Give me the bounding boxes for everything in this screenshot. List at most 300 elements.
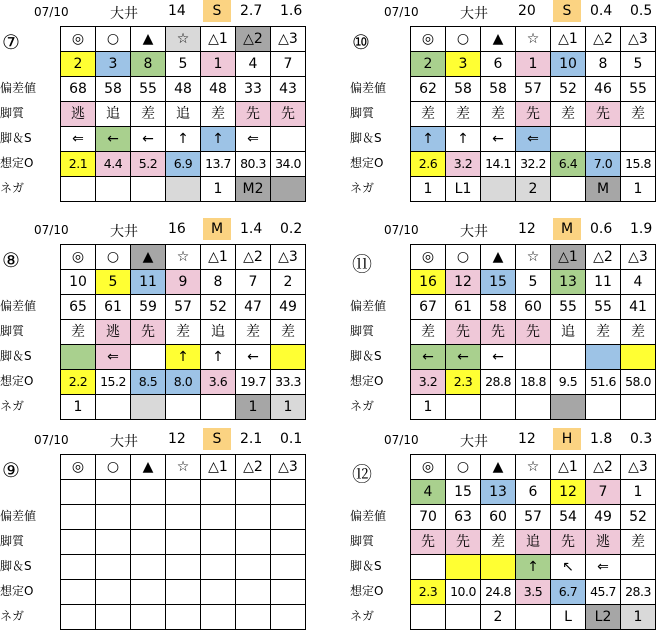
table-cell: 33 xyxy=(236,77,271,102)
race-number: ⑫ xyxy=(352,462,372,486)
race-date: 07/10 xyxy=(384,433,419,447)
running-style-row xyxy=(61,102,306,127)
horse-count: 16 xyxy=(168,221,186,237)
table-cell: 差 xyxy=(271,320,306,345)
mark-cell: △1 xyxy=(201,455,236,480)
table-cell: ← xyxy=(481,345,516,370)
leg-speed-row xyxy=(61,345,306,370)
mark-cell: ☆ xyxy=(516,27,551,52)
prediction-table xyxy=(410,454,656,630)
table-cell: 7 xyxy=(271,52,306,77)
table-cell xyxy=(201,580,236,605)
mark-cell: △1 xyxy=(551,455,586,480)
table-cell: 3 xyxy=(96,52,131,77)
table-cell: 先 xyxy=(516,102,551,127)
table-cell xyxy=(551,345,586,370)
race-number: ⑦ xyxy=(2,30,20,54)
row-label: 脚質 xyxy=(0,534,25,548)
mark-cell: ◎ xyxy=(411,245,446,270)
race-date: 07/10 xyxy=(384,223,419,237)
table-cell: 先 xyxy=(586,102,621,127)
row-label: 脚＆S xyxy=(350,349,382,363)
table-cell xyxy=(96,480,131,505)
leg-speed-row xyxy=(61,555,306,580)
row-label: 想定O xyxy=(350,584,384,598)
table-cell xyxy=(236,555,271,580)
table-cell: 8 xyxy=(586,52,621,77)
table-cell xyxy=(551,127,586,152)
expected-odds-row xyxy=(411,370,656,395)
table-cell: ← xyxy=(96,127,131,152)
table-cell: 先 xyxy=(516,320,551,345)
race-header xyxy=(0,218,318,242)
table-cell: 4 xyxy=(411,480,446,505)
mark-cell: ▲ xyxy=(481,245,516,270)
table-cell: 差 xyxy=(446,102,481,127)
table-cell xyxy=(201,605,236,630)
row-label: 脚質 xyxy=(0,324,25,338)
table-cell: 3.2 xyxy=(446,152,481,177)
mark-cell: △3 xyxy=(621,245,656,270)
table-cell xyxy=(411,605,446,630)
table-cell xyxy=(131,555,166,580)
table-cell: 3.5 xyxy=(516,580,551,605)
table-cell: 差 xyxy=(481,102,516,127)
table-cell: 11 xyxy=(586,270,621,295)
table-cell: ← xyxy=(236,345,271,370)
race-header xyxy=(0,428,318,452)
race-panel xyxy=(350,428,668,636)
table-cell: 62 xyxy=(411,77,446,102)
prediction-table xyxy=(410,244,656,420)
row-label: 脚＆S xyxy=(0,349,32,363)
table-cell xyxy=(586,395,621,420)
table-cell: 先 xyxy=(271,102,306,127)
table-cell: 1 xyxy=(236,395,271,420)
row-label: 脚質 xyxy=(350,106,375,120)
deviation-row xyxy=(411,77,656,102)
table-cell: 70 xyxy=(411,505,446,530)
table-cell: 13.7 xyxy=(201,152,236,177)
horse-count: 20 xyxy=(518,3,536,19)
table-cell: ← xyxy=(446,345,481,370)
expected-odds-row xyxy=(61,152,306,177)
race-venue: 大井 xyxy=(110,434,138,450)
table-cell: 34.0 xyxy=(271,152,306,177)
value-2: 1.9 xyxy=(630,221,653,237)
horse-count: 12 xyxy=(518,221,536,237)
table-cell xyxy=(166,530,201,555)
running-style-row xyxy=(411,530,656,555)
table-cell: L1 xyxy=(446,177,481,202)
table-cell: 55 xyxy=(621,77,656,102)
leg-speed-row xyxy=(411,345,656,370)
table-cell: 1 xyxy=(516,52,551,77)
horse-count: 12 xyxy=(168,431,186,447)
row-label: 偏差値 xyxy=(350,81,387,95)
table-cell xyxy=(201,555,236,580)
mark-cell: △1 xyxy=(551,245,586,270)
table-cell: 9.5 xyxy=(551,370,586,395)
table-cell xyxy=(621,555,656,580)
table-cell: 2 xyxy=(271,270,306,295)
row-label: 脚＆S xyxy=(350,131,382,145)
row-label: ネガ xyxy=(350,399,375,413)
table-cell: 差 xyxy=(621,530,656,555)
table-cell: 追 xyxy=(166,102,201,127)
table-cell: 52 xyxy=(621,505,656,530)
mark-cell: ○ xyxy=(446,245,481,270)
table-cell: 差 xyxy=(551,102,586,127)
table-cell: 80.3 xyxy=(236,152,271,177)
table-cell xyxy=(236,605,271,630)
table-cell: 6 xyxy=(516,480,551,505)
mark-cell: ☆ xyxy=(166,245,201,270)
mark-cell: △1 xyxy=(201,245,236,270)
table-cell xyxy=(131,345,166,370)
pace-badge: M xyxy=(553,218,581,240)
race-number: ⑨ xyxy=(2,458,20,482)
table-cell: 6 xyxy=(481,52,516,77)
table-cell: 5 xyxy=(96,270,131,295)
mark-cell: △2 xyxy=(236,455,271,480)
horse-number-row xyxy=(411,480,656,505)
table-cell xyxy=(236,580,271,605)
table-cell: 52 xyxy=(551,77,586,102)
table-cell: 2 xyxy=(411,52,446,77)
table-cell xyxy=(166,555,201,580)
row-label: 偏差値 xyxy=(0,509,37,523)
table-cell: 2 xyxy=(516,177,551,202)
table-cell: 61 xyxy=(446,295,481,320)
table-cell xyxy=(131,395,166,420)
table-cell xyxy=(516,345,551,370)
table-cell: 28.8 xyxy=(481,370,516,395)
table-cell: 差 xyxy=(411,320,446,345)
value-1: 1.8 xyxy=(590,431,613,447)
table-cell: 差 xyxy=(61,320,96,345)
row-label: 想定O xyxy=(0,156,34,170)
table-cell: 7.0 xyxy=(586,152,621,177)
table-cell: 逃 xyxy=(61,102,96,127)
table-cell xyxy=(61,605,96,630)
table-cell xyxy=(61,530,96,555)
race-number: ⑩ xyxy=(352,30,370,54)
mark-cell: ☆ xyxy=(516,455,551,480)
table-cell xyxy=(201,395,236,420)
horse-number-row xyxy=(411,270,656,295)
marks-row xyxy=(61,27,306,52)
table-cell xyxy=(236,480,271,505)
table-cell: 55 xyxy=(586,295,621,320)
horse-count: 12 xyxy=(518,431,536,447)
table-cell xyxy=(166,605,201,630)
value-1: 1.4 xyxy=(240,221,263,237)
row-label: 想定O xyxy=(350,156,384,170)
mark-cell: ◎ xyxy=(61,27,96,52)
table-cell: 6.9 xyxy=(166,152,201,177)
table-cell xyxy=(201,505,236,530)
table-cell: 1 xyxy=(621,177,656,202)
table-cell: 5 xyxy=(621,52,656,77)
table-cell: 差 xyxy=(166,320,201,345)
value-1: 2.7 xyxy=(240,3,263,19)
race-venue: 大井 xyxy=(460,6,488,22)
row-label: ネガ xyxy=(350,181,375,195)
table-cell: 57 xyxy=(516,505,551,530)
pace-badge: H xyxy=(553,428,581,450)
row-label: 脚＆S xyxy=(350,559,382,573)
mark-cell: ▲ xyxy=(131,27,166,52)
table-cell xyxy=(271,177,306,202)
table-cell: 先 xyxy=(481,320,516,345)
table-cell: 1 xyxy=(411,395,446,420)
table-cell xyxy=(166,480,201,505)
table-cell: 32.2 xyxy=(516,152,551,177)
table-cell: 13 xyxy=(481,480,516,505)
deviation-row xyxy=(411,295,656,320)
mark-cell: △2 xyxy=(586,455,621,480)
leg-speed-row xyxy=(411,127,656,152)
table-cell xyxy=(166,580,201,605)
race-number: ⑧ xyxy=(2,248,20,272)
table-cell: 先 xyxy=(236,102,271,127)
table-cell xyxy=(61,177,96,202)
table-cell xyxy=(516,605,551,630)
table-cell: ← xyxy=(481,127,516,152)
race-header xyxy=(350,0,668,24)
table-cell: 47 xyxy=(236,295,271,320)
value-1: 2.1 xyxy=(240,431,263,447)
table-cell: 15.2 xyxy=(96,370,131,395)
mark-cell: ▲ xyxy=(481,27,516,52)
table-cell: 2.1 xyxy=(61,152,96,177)
race-panel xyxy=(350,218,668,426)
table-cell: ↑ xyxy=(516,555,551,580)
table-cell: ↑ xyxy=(446,127,481,152)
race-panel xyxy=(0,0,318,208)
table-cell: 3 xyxy=(446,52,481,77)
table-cell: 58.0 xyxy=(621,370,656,395)
race-header xyxy=(0,0,318,24)
table-cell: 1 xyxy=(621,605,656,630)
deviation-row xyxy=(61,505,306,530)
row-label: 偏差値 xyxy=(350,509,387,523)
prediction-table xyxy=(410,26,656,202)
mark-cell: △3 xyxy=(271,245,306,270)
table-cell xyxy=(236,530,271,555)
mark-cell: ◎ xyxy=(411,27,446,52)
prediction-table xyxy=(60,26,306,202)
mark-cell: ○ xyxy=(96,455,131,480)
expected-odds-row xyxy=(411,580,656,605)
table-cell xyxy=(481,177,516,202)
table-cell: ↑ xyxy=(166,127,201,152)
negative-row xyxy=(61,395,306,420)
mark-cell: △1 xyxy=(201,27,236,52)
table-cell: 19.7 xyxy=(236,370,271,395)
mark-cell: ☆ xyxy=(166,27,201,52)
table-cell xyxy=(96,605,131,630)
table-cell: 1 xyxy=(61,395,96,420)
table-cell: 55 xyxy=(131,77,166,102)
prediction-table xyxy=(60,454,306,630)
race-venue: 大井 xyxy=(460,434,488,450)
mark-cell: △3 xyxy=(271,27,306,52)
horse-number-row xyxy=(61,480,306,505)
table-cell: 1 xyxy=(201,177,236,202)
table-cell xyxy=(61,345,96,370)
table-cell: 67 xyxy=(411,295,446,320)
table-cell xyxy=(96,177,131,202)
mark-cell: ☆ xyxy=(166,455,201,480)
pace-badge: S xyxy=(553,0,581,22)
table-cell xyxy=(446,555,481,580)
table-cell: 先 xyxy=(446,530,481,555)
table-cell xyxy=(96,580,131,605)
table-cell: 45.7 xyxy=(586,580,621,605)
table-cell: 2 xyxy=(481,605,516,630)
mark-cell: △3 xyxy=(271,455,306,480)
table-cell: 差 xyxy=(481,530,516,555)
table-cell xyxy=(131,530,166,555)
table-cell: 61 xyxy=(96,295,131,320)
table-cell xyxy=(61,580,96,605)
table-cell xyxy=(271,345,306,370)
row-label: 脚＆S xyxy=(0,559,32,573)
table-cell: 8.5 xyxy=(131,370,166,395)
mark-cell: ☆ xyxy=(516,245,551,270)
table-cell xyxy=(201,480,236,505)
marks-row xyxy=(411,245,656,270)
table-cell xyxy=(551,177,586,202)
table-cell: 2 xyxy=(61,52,96,77)
table-cell xyxy=(131,480,166,505)
race-header xyxy=(350,428,668,452)
table-cell xyxy=(271,127,306,152)
table-cell: 12 xyxy=(551,480,586,505)
table-cell: 5 xyxy=(516,270,551,295)
table-cell xyxy=(271,605,306,630)
table-cell xyxy=(446,395,481,420)
table-cell: 差 xyxy=(586,320,621,345)
table-cell: 8.0 xyxy=(166,370,201,395)
table-cell xyxy=(271,480,306,505)
row-label: ネガ xyxy=(350,609,375,623)
table-cell: 52 xyxy=(201,295,236,320)
table-cell: L xyxy=(551,605,586,630)
row-label: 想定O xyxy=(0,374,34,388)
row-label: ネガ xyxy=(0,399,25,413)
value-2: 0.1 xyxy=(280,431,303,447)
table-cell: 58 xyxy=(481,295,516,320)
table-cell: 10 xyxy=(61,270,96,295)
table-cell: 48 xyxy=(201,77,236,102)
table-cell xyxy=(131,505,166,530)
prediction-table xyxy=(60,244,306,420)
table-cell xyxy=(621,127,656,152)
table-cell: 60 xyxy=(481,505,516,530)
mark-cell: ▲ xyxy=(131,245,166,270)
race-venue: 大井 xyxy=(110,224,138,240)
table-cell: 9 xyxy=(166,270,201,295)
table-cell: ← xyxy=(411,345,446,370)
table-cell: ↑ xyxy=(411,127,446,152)
mark-cell: △2 xyxy=(236,27,271,52)
table-cell: 28.3 xyxy=(621,580,656,605)
table-cell: 51.6 xyxy=(586,370,621,395)
table-cell: M xyxy=(586,177,621,202)
table-cell: 58 xyxy=(96,77,131,102)
race-panel xyxy=(0,218,318,426)
table-cell: 43 xyxy=(271,77,306,102)
table-cell xyxy=(131,605,166,630)
table-cell: 13 xyxy=(551,270,586,295)
table-cell: 10 xyxy=(551,52,586,77)
table-cell: 33.3 xyxy=(271,370,306,395)
mark-cell: ○ xyxy=(96,245,131,270)
race-header xyxy=(350,218,668,242)
table-cell: 1 xyxy=(201,52,236,77)
leg-speed-row xyxy=(411,555,656,580)
row-label: 想定O xyxy=(0,584,34,598)
negative-row xyxy=(411,605,656,630)
table-cell: 先 xyxy=(131,320,166,345)
race-date: 07/10 xyxy=(34,223,69,237)
row-label: 偏差値 xyxy=(0,299,37,313)
negative-row xyxy=(411,395,656,420)
table-cell: 8 xyxy=(201,270,236,295)
table-cell: 2.6 xyxy=(411,152,446,177)
table-cell: 68 xyxy=(61,77,96,102)
table-cell xyxy=(131,177,166,202)
leg-speed-row xyxy=(61,127,306,152)
row-label: ネガ xyxy=(0,609,25,623)
table-cell xyxy=(586,345,621,370)
negative-row xyxy=(61,177,306,202)
table-cell xyxy=(271,530,306,555)
table-cell xyxy=(166,505,201,530)
table-cell xyxy=(201,530,236,555)
table-cell xyxy=(446,605,481,630)
table-cell xyxy=(131,580,166,605)
table-cell: ↖ xyxy=(551,555,586,580)
table-cell: 48 xyxy=(166,77,201,102)
table-cell xyxy=(621,345,656,370)
negative-row xyxy=(411,177,656,202)
table-cell xyxy=(61,480,96,505)
table-cell: M2 xyxy=(236,177,271,202)
row-label: 脚質 xyxy=(0,106,25,120)
mark-cell: △2 xyxy=(236,245,271,270)
table-cell: 差 xyxy=(201,102,236,127)
race-venue: 大井 xyxy=(460,224,488,240)
table-cell: 逃 xyxy=(96,320,131,345)
table-cell: 差 xyxy=(621,320,656,345)
mark-cell: ◎ xyxy=(61,245,96,270)
table-cell: 12 xyxy=(446,270,481,295)
table-cell: 41 xyxy=(621,295,656,320)
table-cell: ⇐ xyxy=(236,127,271,152)
table-cell: 逃 xyxy=(586,530,621,555)
row-label: 想定O xyxy=(350,374,384,388)
table-cell xyxy=(481,555,516,580)
value-2: 0.5 xyxy=(630,3,653,19)
horse-number-row xyxy=(411,52,656,77)
table-cell xyxy=(166,395,201,420)
table-cell: 4.4 xyxy=(96,152,131,177)
mark-cell: ○ xyxy=(446,27,481,52)
